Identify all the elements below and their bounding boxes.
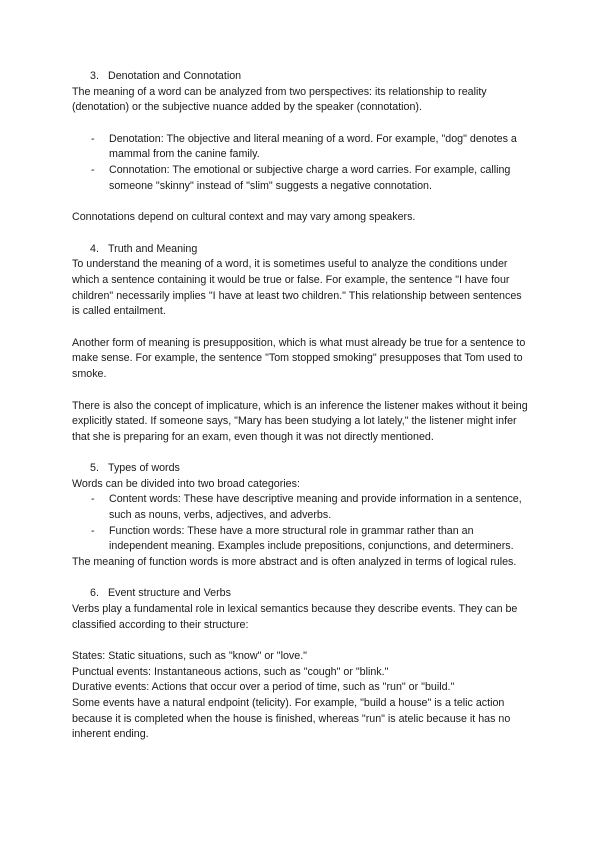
list-item-text: Content words: These have descriptive meaning and provide information in a sentence, such as nouns, verbs, adjectives, and adverbs. xyxy=(109,493,522,522)
list-item xyxy=(72,163,532,194)
section-5-closing: The meaning of function words is more abstract and is often analyzed in terms of logical rules. xyxy=(72,555,517,568)
section-4-number: 4. xyxy=(90,242,99,255)
section-3-title: Denotation and Connotation xyxy=(108,70,242,82)
dash-marker: - xyxy=(91,163,95,176)
section-4-para-1: To understand the meaning of a word, it is sometimes useful to analyze the conditions under which a sentence containing it would be true or false. For example, the sentence "I have four children" necessarily implies "I have at least two children." This relationship between sentences is called entailment. xyxy=(72,258,522,318)
list-item-text: Connotation: The emotional or subjective charge a word carries. For example, calling someone "skinny" instead of "slim" suggests a negative connotation. xyxy=(109,163,511,192)
section-3-number: 3. xyxy=(90,70,99,82)
list-item-text: Function words: These have a more structural role in grammar rather than an independent meaning. Examples include prepositions, conjunctions, and determiners. xyxy=(109,524,514,553)
section-5-intro: Words can be divided into two broad categories: xyxy=(72,477,300,490)
dash-marker: - xyxy=(91,132,95,145)
section-5-heading xyxy=(72,461,532,477)
section-6-title: Event structure and Verbs xyxy=(108,587,231,600)
dash-marker: - xyxy=(91,524,95,537)
section-3-heading xyxy=(72,69,532,85)
list-item xyxy=(72,492,532,523)
section-3-closing: Connotations depend on cultural context and may vary among speakers. xyxy=(72,211,416,224)
list-item-text: Denotation: The objective and literal meaning of a word. For example, "dog" denotes a mammal from the canine family. xyxy=(109,132,517,161)
section-3-list xyxy=(72,132,532,194)
section-6-number: 6. xyxy=(90,587,99,600)
list-item xyxy=(72,132,532,163)
section-6-telicity: Some events have a natural endpoint (telicity). For example, "build a house" is a telic action because it is completed when the house is finished, whereas "run" is atelic because it has no inherent ending. xyxy=(72,697,511,741)
section-4-title: Truth and Meaning xyxy=(108,242,198,255)
section-6-heading xyxy=(72,586,532,602)
list-item xyxy=(72,524,532,555)
section-4-para-3: There is also the concept of implicature, which is an inference the listener makes without it being explicitly stated. If someone says, "Mary has been studying a lot lately," the listener might infer that she is preparing for an exam, even though it was not directly mentioned. xyxy=(72,399,528,443)
section-6-intro: Verbs play a fundamental role in lexical semantics because they describe events. They can be classified according to their structure: xyxy=(72,603,518,631)
dash-marker: - xyxy=(91,493,95,506)
section-4-heading xyxy=(72,242,532,258)
section-6-states: States: Static situations, such as "know" or "love." xyxy=(72,650,307,663)
section-5-list xyxy=(72,492,532,554)
section-4-para-2: Another form of meaning is presupposition, which is what must already be true for a sentence to make sense. For example, the sentence "Tom stopped smoking" presupposes that Tom used to smoke. xyxy=(72,336,526,380)
section-6-punctual: Punctual events: Instantaneous actions, such as "cough" or "blink." xyxy=(72,665,389,678)
section-6-durative: Durative events: Actions that occur over a period of time, such as "run" or "build." xyxy=(72,681,455,694)
document-page xyxy=(72,69,532,743)
section-5-title: Types of words xyxy=(108,462,180,475)
section-5-number: 5. xyxy=(90,462,99,475)
section-3-intro: The meaning of a word can be analyzed from two perspectives: its relationship to reality (denotation) or the subjective nuance added by the speaker (connotation). xyxy=(72,85,487,114)
